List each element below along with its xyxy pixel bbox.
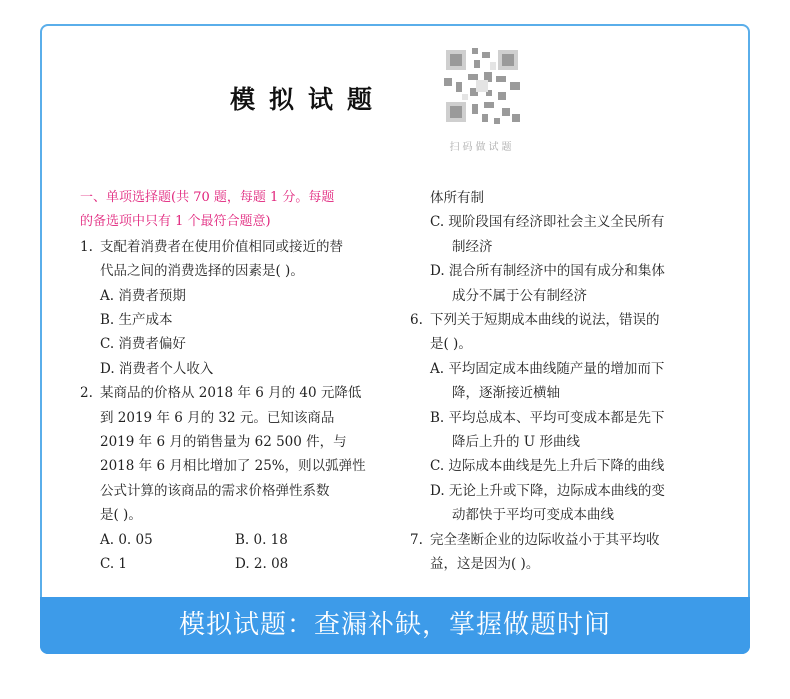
option-d[interactable]: D. 混合所有制经济中的国有成分和集体 <box>430 263 665 280</box>
question-text: 某商品的价格从 2018 年 6 月的 40 元降低 <box>100 385 362 402</box>
page-title: 模拟试题 <box>230 85 387 114</box>
promo-banner: 模拟试题：查漏补缺，掌握做题时间 <box>40 597 750 654</box>
option-c[interactable]: C. 边际成本曲线是先上升后下降的曲线 <box>430 458 665 475</box>
option-text-cont: 动都快于平均可变成本曲线 <box>452 507 614 524</box>
left-column <box>80 186 385 577</box>
option-d[interactable]: D. 消费者个人收入 <box>100 360 214 377</box>
option-d[interactable]: D. 2. 08 <box>235 556 289 573</box>
question-text-cont: 到 2019 年 6 月的 32 元。已知该商品 <box>100 409 335 426</box>
option-b[interactable]: B. 平均总成本、平均可变成本都是先下 <box>430 409 665 426</box>
right-column <box>410 186 722 577</box>
question-text-cont: 体所有制 <box>430 190 484 206</box>
question-number: 2. <box>80 385 93 402</box>
question-7 <box>410 528 722 552</box>
option-text-cont: 降后上升的 U 形曲线 <box>452 434 580 451</box>
question-text: 完全垄断企业的边际收益小于其平均收 <box>430 531 660 548</box>
option-c[interactable]: C. 消费者偏好 <box>100 336 186 353</box>
question-text-cont: 是( )。 <box>430 336 472 353</box>
section-heading: 一、单项选择题(共 70 题，每题 1 分。每题 <box>80 190 335 205</box>
option-text-cont: 制经济 <box>452 238 493 255</box>
option-text-cont: 成分不属于公有制经济 <box>452 287 587 304</box>
question-2 <box>80 381 385 405</box>
option-text-cont: 降，逐渐接近横轴 <box>452 385 560 402</box>
question-1 <box>80 235 385 259</box>
section-heading-cont: 的备选项中只有 1 个最符合题意) <box>80 214 271 230</box>
qr-caption: 扫码做试题 <box>449 142 515 153</box>
question-text-cont: 公式计算的该商品的需求价格弹性系数 <box>100 482 330 499</box>
question-text-cont: 2019 年 6 月的销售量为 62 500 件，与 <box>100 434 347 451</box>
option-c[interactable]: C. 1 <box>100 556 128 573</box>
question-text-cont: 2018 年 6 月相比增加了 25%，则以弧弹性 <box>100 458 366 475</box>
question-text-cont: 代品之间的消费选择的因素是( )。 <box>100 263 304 280</box>
option-a[interactable]: A. 0. 05 <box>100 531 153 548</box>
question-text: 下列关于短期成本曲线的说法，错误的 <box>430 312 660 329</box>
option-b[interactable]: B. 生产成本 <box>100 312 173 329</box>
options-row <box>80 552 385 576</box>
question-number: 1. <box>80 238 93 255</box>
question-number: 6. <box>410 312 423 329</box>
question-number: 7. <box>410 531 423 548</box>
option-b[interactable]: B. 0. 18 <box>235 531 288 548</box>
question-text-cont: 益，这是因为( )。 <box>430 556 540 573</box>
options-row <box>80 528 385 552</box>
question-text-cont: 是( )。 <box>100 507 142 524</box>
question-6 <box>410 308 722 332</box>
option-d[interactable]: D. 无论上升或下降，边际成本曲线的变 <box>430 482 665 499</box>
option-c[interactable]: C. 现阶段国有经济即社会主义全民所有 <box>430 214 665 231</box>
option-a[interactable]: A. 平均固定成本曲线随产量的增加而下 <box>430 360 665 377</box>
qr-code-image[interactable] <box>438 42 526 130</box>
option-a[interactable]: A. 消费者预期 <box>100 287 186 304</box>
question-text: 支配着消费者在使用价值相同或接近的替 <box>100 238 343 255</box>
